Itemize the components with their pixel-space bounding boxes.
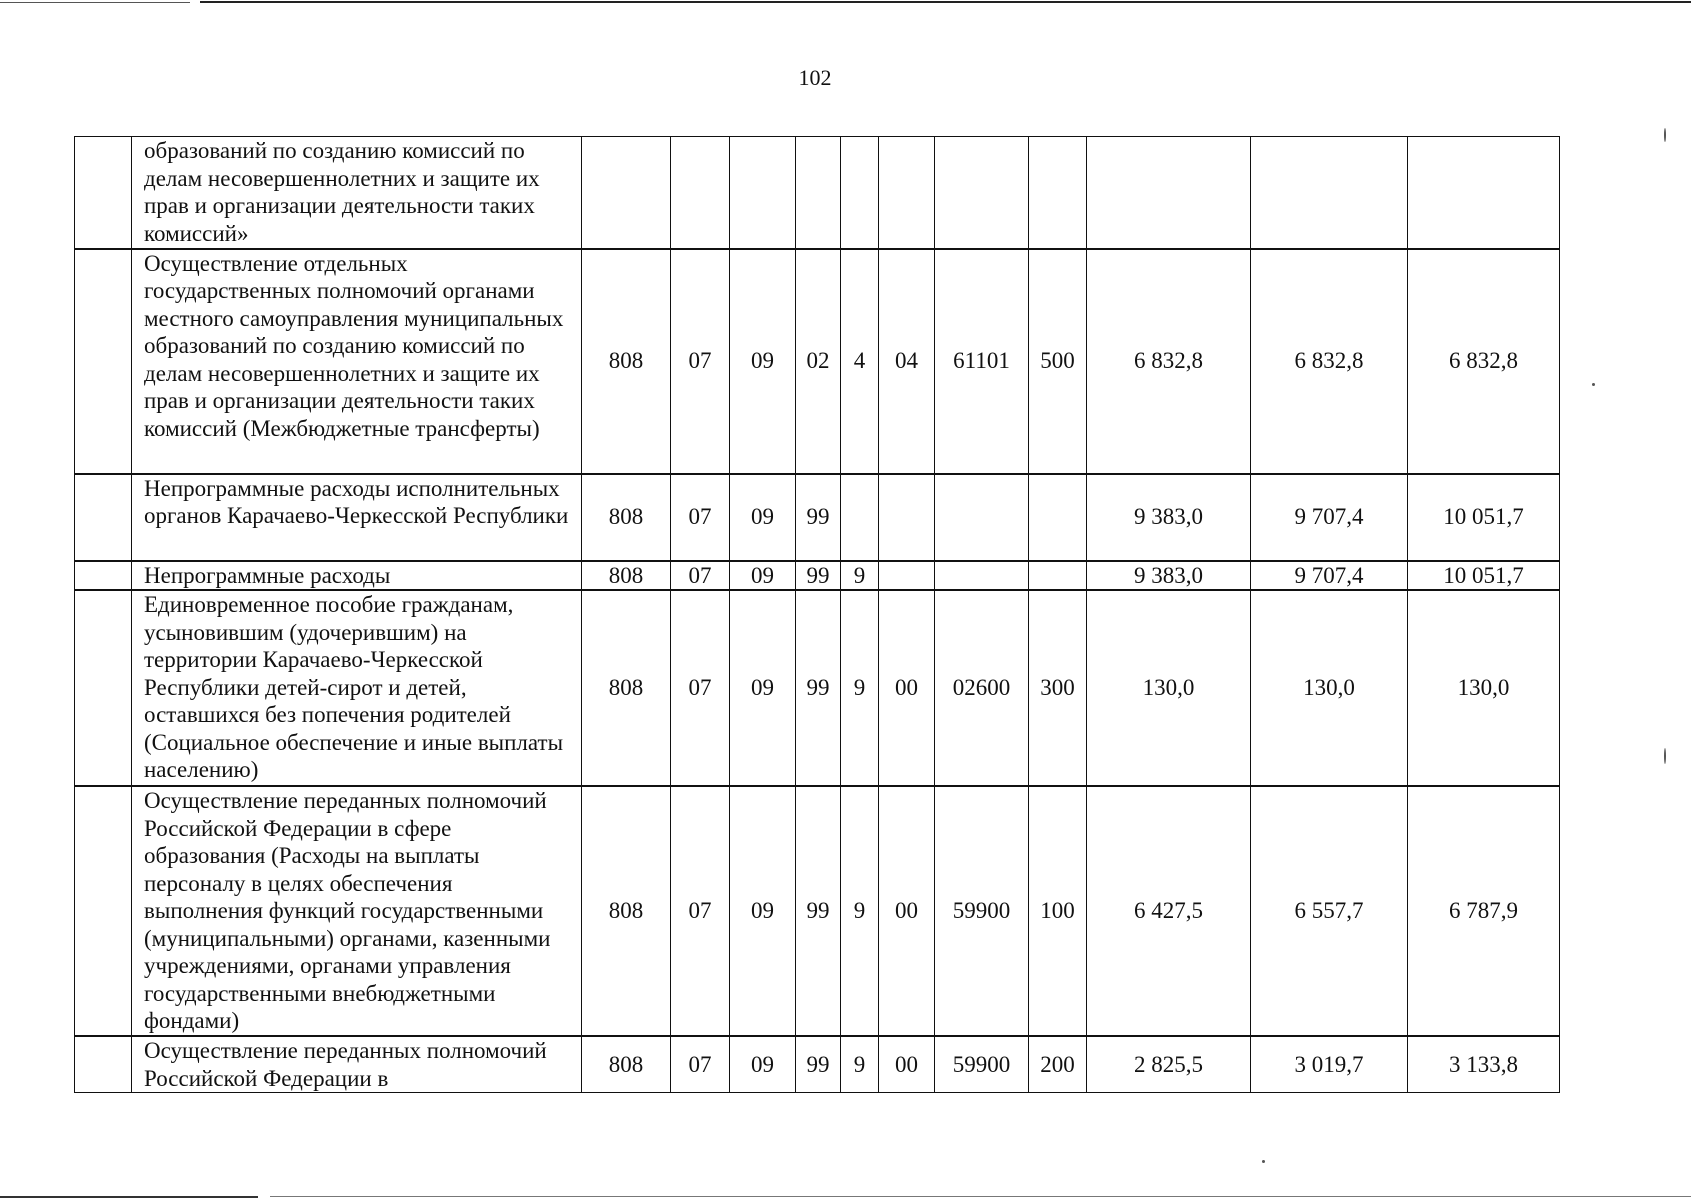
row-number-cell [75, 249, 132, 474]
scan-speck [1664, 748, 1666, 764]
code-section: 07 [671, 561, 730, 591]
code-direction: 02600 [935, 590, 1029, 786]
code-subsection: 09 [730, 561, 796, 591]
code-section: 07 [671, 474, 730, 561]
code-subprogram [841, 474, 879, 561]
code-event [879, 137, 935, 249]
amount-year-1: 2 825,5 [1087, 1036, 1251, 1093]
code-program: 02 [796, 249, 841, 474]
amount-year-2: 3 019,7 [1251, 1036, 1408, 1093]
code-section [671, 137, 730, 249]
amount-year-2: 6 832,8 [1251, 249, 1408, 474]
row-description: Единовременное пособие гражданам, усыновившим (удочерившим) на территории Карачаево-Черкесской Республики детей-сирот и детей, оставшихся без попечения родителей (Социальное обеспечение и иные выплаты населению) [132, 590, 582, 786]
code-direction [935, 474, 1029, 561]
page-number: 102 [798, 65, 832, 90]
scan-speck [1262, 1160, 1265, 1163]
amount-year-1 [1087, 137, 1251, 249]
row-description: Осуществление переданных полномочий Российской Федерации в сфере образования (Расходы на выплаты персоналу в целях обеспечения выполнения функций государственными (муниципальными) органами, казенными учреждениями, органами управления государственными внебюджетными фондами) [132, 786, 582, 1036]
code-event: 04 [879, 249, 935, 474]
row-number-cell [75, 561, 132, 591]
row-description: Осуществление переданных полномочий Российской Федерации в [132, 1036, 582, 1093]
amount-year-1: 6 427,5 [1087, 786, 1251, 1036]
code-direction [935, 561, 1029, 591]
amount-year-3: 6 787,9 [1408, 786, 1560, 1036]
code-ministry: 808 [582, 1036, 671, 1093]
code-section: 07 [671, 786, 730, 1036]
row-description: Непрограммные расходы исполнительных органов Карачаево-Черкесской Республики [132, 474, 582, 561]
table-row [75, 137, 1560, 249]
code-program: 99 [796, 561, 841, 591]
scan-speck [1592, 383, 1595, 386]
code-program: 99 [796, 590, 841, 786]
code-subprogram: 9 [841, 786, 879, 1036]
amount-year-2: 9 707,4 [1251, 474, 1408, 561]
code-direction [935, 137, 1029, 249]
row-description: Осуществление отдельных государственных полномочий органами местного самоуправления муниципальных образований по созданию комиссий по делам несовершеннолетних и защите их прав и организации деятельности таких комиссий (Межбюджетные трансферты) [132, 249, 582, 474]
amount-year-2: 130,0 [1251, 590, 1408, 786]
table-row [75, 561, 1560, 591]
code-expense-type [1029, 137, 1087, 249]
amount-year-3: 130,0 [1408, 590, 1560, 786]
code-subprogram: 9 [841, 1036, 879, 1093]
code-event: 00 [879, 1036, 935, 1093]
budget-table [74, 136, 1560, 1093]
code-expense-type [1029, 474, 1087, 561]
code-ministry [582, 137, 671, 249]
amount-year-2 [1251, 137, 1408, 249]
code-expense-type: 300 [1029, 590, 1087, 786]
code-subsection: 09 [730, 786, 796, 1036]
code-expense-type: 200 [1029, 1036, 1087, 1093]
amount-year-1: 9 383,0 [1087, 561, 1251, 591]
code-subprogram: 9 [841, 561, 879, 591]
code-ministry: 808 [582, 561, 671, 591]
row-number-cell [75, 1036, 132, 1093]
amount-year-3: 10 051,7 [1408, 561, 1560, 591]
code-section: 07 [671, 1036, 730, 1093]
row-number-cell [75, 786, 132, 1036]
row-number-cell [75, 590, 132, 786]
code-direction: 59900 [935, 1036, 1029, 1093]
scan-top-border [200, 1, 1691, 3]
scan-speck [1664, 128, 1666, 142]
code-expense-type [1029, 561, 1087, 591]
code-subprogram: 9 [841, 590, 879, 786]
code-event [879, 561, 935, 591]
code-subsection: 09 [730, 474, 796, 561]
amount-year-3: 3 133,8 [1408, 1036, 1560, 1093]
table-row [75, 249, 1560, 474]
code-program: 99 [796, 1036, 841, 1093]
code-direction: 61101 [935, 249, 1029, 474]
table-row [75, 474, 1560, 561]
code-event: 00 [879, 786, 935, 1036]
code-section: 07 [671, 249, 730, 474]
amount-year-1: 6 832,8 [1087, 249, 1251, 474]
code-ministry: 808 [582, 249, 671, 474]
scan-bottom-border [270, 1196, 1691, 1197]
code-program [796, 137, 841, 249]
code-ministry: 808 [582, 474, 671, 561]
code-expense-type: 100 [1029, 786, 1087, 1036]
code-subsection: 09 [730, 249, 796, 474]
code-event [879, 474, 935, 561]
scan-bottom-border-left [0, 1196, 258, 1198]
amount-year-2: 6 557,7 [1251, 786, 1408, 1036]
amount-year-1: 130,0 [1087, 590, 1251, 786]
code-subsection: 09 [730, 1036, 796, 1093]
amount-year-3 [1408, 137, 1560, 249]
amount-year-2: 9 707,4 [1251, 561, 1408, 591]
row-description: образований по созданию комиссий по делам несовершеннолетних и защите их прав и организации деятельности таких комиссий» [132, 137, 582, 249]
code-subprogram [841, 137, 879, 249]
code-event: 00 [879, 590, 935, 786]
row-number-cell [75, 137, 132, 249]
row-description: Непрограммные расходы [132, 561, 582, 591]
code-subprogram: 4 [841, 249, 879, 474]
table-row [75, 1036, 1560, 1093]
code-program: 99 [796, 786, 841, 1036]
code-program: 99 [796, 474, 841, 561]
code-ministry: 808 [582, 786, 671, 1036]
code-ministry: 808 [582, 590, 671, 786]
amount-year-1: 9 383,0 [1087, 474, 1251, 561]
code-direction: 59900 [935, 786, 1029, 1036]
code-subsection [730, 137, 796, 249]
code-expense-type: 500 [1029, 249, 1087, 474]
table-row [75, 786, 1560, 1036]
row-number-cell [75, 474, 132, 561]
amount-year-3: 6 832,8 [1408, 249, 1560, 474]
code-subsection: 09 [730, 590, 796, 786]
scan-top-border-left [0, 2, 190, 3]
code-section: 07 [671, 590, 730, 786]
table-row [75, 590, 1560, 786]
amount-year-3: 10 051,7 [1408, 474, 1560, 561]
